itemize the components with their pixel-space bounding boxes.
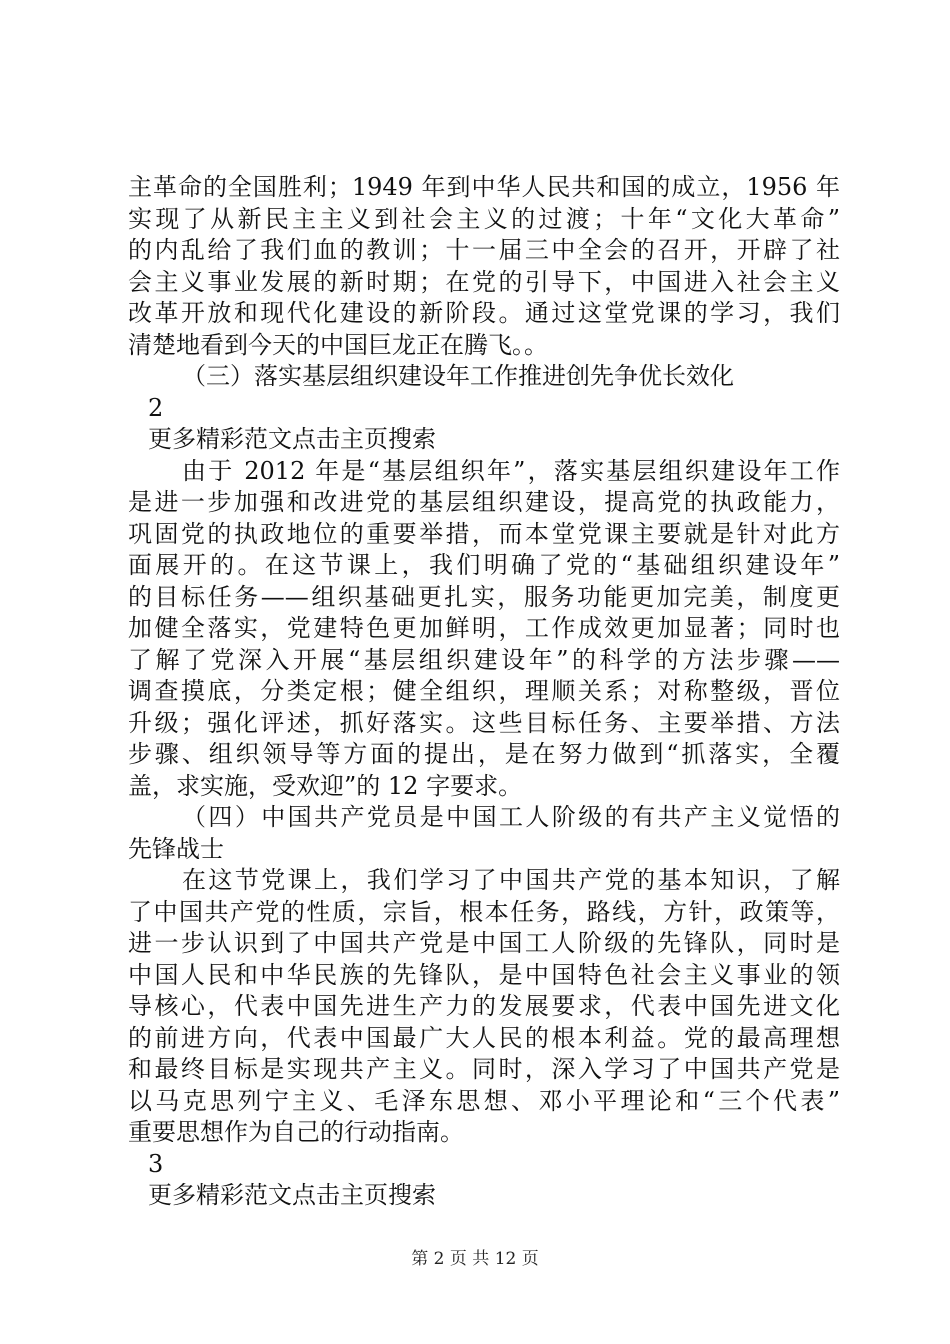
section-heading-4-cont: 先锋战士 [128,834,224,863]
body-line: 实现了从新民主主义到社会主义的过渡；十年“文化大革命” [128,204,840,233]
body-line: 和最终目标是实现共产主义。同时，深入学习了中国共产党是 [128,1055,840,1083]
section-heading-4: （四）中国共产党员是中国工人阶级的有共产主义觉悟的 [182,803,840,831]
body-line: 的目标任务——组织基础更扎实，服务功能更加完美，制度更 [128,582,840,611]
body-line: 升级；强化评述，抓好落实。这些目标任务、主要举措、方法 [128,708,840,737]
body-line: 会主义事业发展的新时期；在党的引导下，中国进入社会主义 [128,267,840,296]
section-heading-3: （三）落实基层组织建设年工作推进创先争优长效化 [182,362,734,390]
document-body [128,172,840,1212]
body-line: 调查摸底，分类定根；健全组织，理顺关系；对称整级，晋位 [128,677,840,705]
body-line: 的前进方向，代表中国最广大人民的根本利益。党的最高理想 [128,1023,840,1052]
body-line: 导核心，代表中国先进生产力的发展要求，代表中国先进文化 [128,992,840,1020]
body-line: 了解了党深入开展“基层组织建设年”的科学的方法步骤—— [128,645,840,674]
body-line: 了中国共产党的性质，宗旨，根本任务，路线，方针，政策等， [128,897,840,926]
body-line: 巩固党的执政地位的重要举措，而本堂党课主要就是针对此方 [128,519,840,548]
page-marker: 2 [148,393,164,422]
body-line: 盖，求实施，受欢迎”的 12 字要求。 [128,771,523,800]
body-line: 主革命的全国胜利；1949 年到中华人民共和国的成立，1956 年 [128,173,840,201]
page-marker: 3 [148,1149,164,1178]
promo-link-text[interactable]: 更多精彩范文点击主页搜索 [148,1181,436,1209]
body-line: 步骤、组织领导等方面的提出，是在努力做到“抓落实，全覆 [128,740,840,768]
body-line: 面展开的。在这节课上，我们明确了党的“基础组织建设年” [128,551,840,579]
body-line: 是进一步加强和改进党的基层组织建设，提高党的执政能力， [128,488,840,516]
body-line: 进一步认识到了中国共产党是中国工人阶级的先锋队，同时是 [128,929,840,957]
body-line: 由于 2012 年是“基层组织年”，落实基层组织建设年工作 [182,456,840,485]
body-line: 在这节党课上，我们学习了中国共产党的基本知识，了解 [182,866,840,894]
body-line: 以马克思列宁主义、毛泽东思想、邓小平理论和“三个代表” [128,1086,840,1115]
page-footer: 第 2 页 共 12 页 [411,1249,539,1269]
body-line: 中国人民和中华民族的先锋队，是中国特色社会主义事业的领 [128,960,840,989]
body-line: 改革开放和现代化建设的新阶段。通过这堂党课的学习，我们 [128,299,840,327]
body-line: 加健全落实，党建特色更加鲜明，工作成效更加显著；同时也 [128,614,840,642]
body-line: 重要思想作为自己的行动指南。 [128,1118,464,1146]
body-line: 的内乱给了我们血的教训；十一届三中全会的召开，开辟了社 [128,236,840,264]
body-line: 清楚地看到今天的中国巨龙正在腾飞。。 [128,330,548,359]
promo-link-text[interactable]: 更多精彩范文点击主页搜索 [148,425,436,453]
